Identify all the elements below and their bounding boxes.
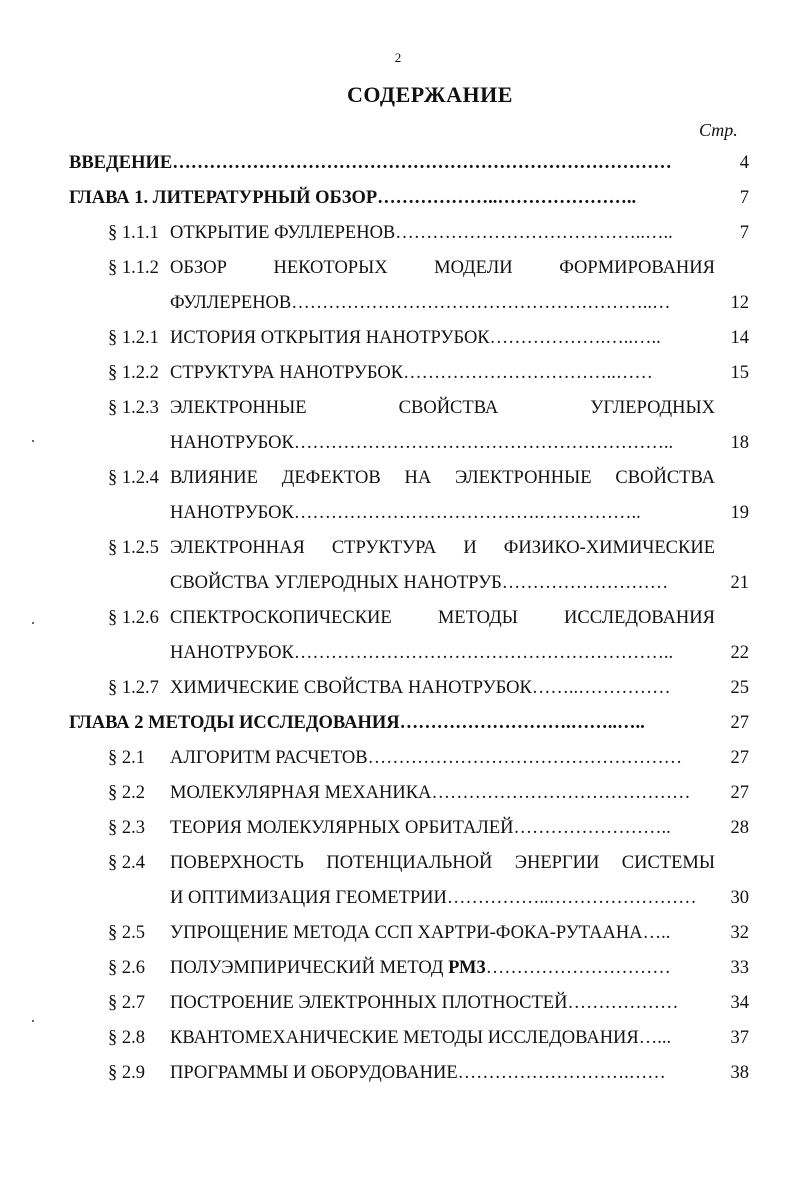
toc-entry-page: 25: [730, 678, 749, 698]
toc-entry-1-2-3-continued[interactable]: [0, 426, 796, 461]
toc-entry-number: § 1.2.2: [108, 363, 159, 383]
toc-entry-number: § 2.7: [108, 993, 145, 1013]
toc-entry-title: СТРУКТУРА НАНОТРУБОК……………………………..……: [170, 363, 653, 383]
table-of-contents: [0, 146, 796, 1091]
toc-entry-title: ГЛАВА 2 МЕТОДЫ ИССЛЕДОВАНИЯ……………………….……..…..: [69, 713, 645, 733]
toc-entry-title-continued: ФУЛЛЕРЕНОВ…………………………………………………..…: [170, 293, 671, 313]
toc-entry-title: МОЛЕКУЛЯРНАЯ МЕХАНИКА……………………………………: [170, 783, 691, 803]
toc-entry-page: 27: [730, 748, 749, 768]
toc-entry-number: § 2.6: [108, 958, 145, 978]
toc-entry-1-2-2[interactable]: [0, 356, 796, 391]
toc-entry-title: КВАНТОМЕХАНИЧЕСКИЕ МЕТОДЫ ИССЛЕДОВАНИЯ…...: [170, 1028, 672, 1048]
toc-entry-1-2-4-continued[interactable]: [0, 496, 796, 531]
scan-speck: [32, 1020, 34, 1022]
toc-entry-title: ЭЛЕКТРОННЫЕ СВОЙСТВА УГЛЕРОДНЫХ: [170, 398, 715, 418]
toc-entry-page: 14: [730, 328, 749, 348]
toc-entry-2-3[interactable]: [0, 811, 796, 846]
toc-entry-title-continued: НАНОТРУБОК………………………………….……………..: [170, 503, 641, 523]
toc-entry-title: ОТКРЫТИЕ ФУЛЛЕРЕНОВ…………………………………..…..: [170, 223, 673, 243]
toc-entry-title: ПОВЕРХНОСТЬ ПОТЕНЦИАЛЬНОЙ ЭНЕРГИИ СИСТЕМЫ: [170, 853, 715, 873]
toc-entry-page: 33: [730, 958, 749, 978]
toc-entry-page: 21: [730, 573, 749, 593]
toc-entry-page: 22: [730, 643, 749, 663]
toc-entry-title: ЭЛЕКТРОННАЯ СТРУКТУРА И ФИЗИКО-ХИМИЧЕСКИЕ: [170, 538, 715, 558]
toc-entry-title: ВВЕДЕНИЕ………………………………………………………………………: [69, 153, 672, 173]
toc-entry-number: § 2.4: [108, 853, 145, 873]
toc-entry-1-2-1[interactable]: [0, 321, 796, 356]
toc-entry-2-1[interactable]: [0, 741, 796, 776]
toc-entry-number: § 1.2.7: [108, 678, 159, 698]
toc-entry-number: § 2.1: [108, 748, 145, 768]
page-title: СОДЕРЖАНИЕ: [347, 82, 513, 107]
scan-speck: [32, 622, 34, 624]
toc-entry-1-2-7[interactable]: [0, 671, 796, 706]
toc-entry-page: 27: [730, 783, 749, 803]
toc-entry-page: 30: [730, 888, 749, 908]
toc-entry-title: ВЛИЯНИЕ ДЕФЕКТОВ НА ЭЛЕКТРОННЫЕ СВОЙСТВА: [170, 468, 715, 488]
toc-entry-title-main: ПОЛУЭМПИРИЧЕСКИЙ МЕТОД: [170, 958, 449, 978]
toc-entry-title-continued: НАНОТРУБОК……………………………………………………..: [170, 433, 674, 453]
toc-entry-title: ОБЗОР НЕКОТОРЫХ МОДЕЛИ ФОРМИРОВАНИЯ: [170, 258, 715, 278]
toc-entry-title: УПРОЩЕНИЕ МЕТОДА ССП ХАРТРИ-ФОКА-РУТААНА…..: [170, 923, 671, 943]
toc-entry-number: § 1.2.1: [108, 328, 159, 348]
toc-entry-title: ИСТОРИЯ ОТКРЫТИЯ НАНОТРУБОК……………….…..…..: [170, 328, 661, 348]
toc-entry-2-2[interactable]: [0, 776, 796, 811]
toc-entry-title: ТЕОРИЯ МОЛЕКУЛЯРНЫХ ОРБИТАЛЕЙ……………………..: [170, 818, 671, 838]
toc-entry-number: § 2.2: [108, 783, 145, 803]
toc-entry-title: АЛГОРИТМ РАСЧЕТОВ……………………………………………: [170, 748, 683, 768]
toc-entry-1-1-2-continued[interactable]: [0, 286, 796, 321]
toc-entry-introduction[interactable]: [0, 146, 796, 181]
toc-entry-number: § 1.2.3: [108, 398, 159, 418]
toc-entry-page: 4: [739, 153, 749, 173]
toc-entry-page: 19: [730, 503, 749, 523]
toc-entry-page: 18: [730, 433, 749, 453]
page-number: 2: [394, 50, 402, 65]
toc-entry-1-2-5-continued[interactable]: [0, 566, 796, 601]
toc-entry-1-2-6[interactable]: [0, 601, 796, 636]
toc-entry-title: ГЛАВА 1. ЛИТЕРАТУРНЫЙ ОБЗОР………………..…………………..: [69, 188, 637, 208]
toc-entry-title: ХИМИЧЕСКИЕ СВОЙСТВА НАНОТРУБОК……..……………: [170, 678, 671, 698]
toc-entry-title: СПЕКТРОСКОПИЧЕСКИЕ МЕТОДЫ ИССЛЕДОВАНИЯ: [170, 608, 715, 628]
toc-entry-2-5[interactable]: [0, 916, 796, 951]
toc-entry-2-6[interactable]: [0, 951, 796, 986]
toc-entry-title: [170, 958, 671, 979]
toc-entry-number: § 1.1.1: [108, 223, 159, 243]
toc-entry-page: 34: [730, 993, 749, 1013]
toc-entry-2-9[interactable]: [0, 1056, 796, 1091]
toc-entry-number: § 2.8: [108, 1028, 145, 1048]
toc-entry-2-8[interactable]: [0, 1021, 796, 1056]
toc-entry-number: § 1.1.2: [108, 258, 159, 278]
toc-entry-chapter-2[interactable]: [0, 706, 796, 741]
toc-entry-page: 32: [730, 923, 749, 943]
toc-entry-number: § 2.5: [108, 923, 145, 943]
toc-entry-page: 7: [739, 223, 749, 243]
toc-entry-chapter-1[interactable]: [0, 181, 796, 216]
scan-speck: [32, 440, 34, 442]
toc-entry-page: 37: [730, 1028, 749, 1048]
toc-entry-title-continued: НАНОТРУБОК……………………………………………………..: [170, 643, 674, 663]
toc-entry-page: 12: [730, 293, 749, 313]
toc-entry-1-2-5[interactable]: [0, 531, 796, 566]
toc-entry-number: § 1.2.4: [108, 468, 159, 488]
toc-entry-page: 28: [730, 818, 749, 838]
toc-entry-page: 38: [730, 1063, 749, 1083]
toc-entry-number: § 1.2.5: [108, 538, 159, 558]
toc-entry-title: ПОСТРОЕНИЕ ЭЛЕКТРОННЫХ ПЛОТНОСТЕЙ………………: [170, 993, 679, 1013]
toc-entry-page: 7: [739, 188, 749, 208]
toc-entry-1-1-1[interactable]: [0, 216, 796, 251]
toc-entry-number: § 2.9: [108, 1063, 145, 1083]
page-column-label: Стр.: [699, 120, 738, 140]
toc-entry-title-method: РМ3: [448, 958, 486, 978]
toc-entry-1-2-3[interactable]: [0, 391, 796, 426]
toc-entry-title-continued: И ОПТИМИЗАЦИЯ ГЕОМЕТРИИ……………..……………………: [170, 888, 697, 908]
toc-entry-number: § 2.3: [108, 818, 145, 838]
toc-entry-1-1-2[interactable]: [0, 251, 796, 286]
toc-entry-title-leader: …………………………: [485, 958, 671, 978]
toc-entry-number: § 1.2.6: [108, 608, 159, 628]
toc-entry-page: 27: [730, 713, 749, 733]
toc-entry-title: ПРОГРАММЫ И ОБОРУДОВАНИЕ……………………….……: [170, 1063, 666, 1083]
toc-entry-page: 15: [730, 363, 749, 383]
toc-entry-2-4-continued[interactable]: [0, 881, 796, 916]
toc-entry-2-7[interactable]: [0, 986, 796, 1021]
toc-entry-1-2-6-continued[interactable]: [0, 636, 796, 671]
toc-entry-2-4[interactable]: [0, 846, 796, 881]
toc-entry-title-continued: СВОЙСТВА УГЛЕРОДНЫХ НАНОТРУБ………………………: [170, 573, 669, 593]
toc-entry-1-2-4[interactable]: [0, 461, 796, 496]
